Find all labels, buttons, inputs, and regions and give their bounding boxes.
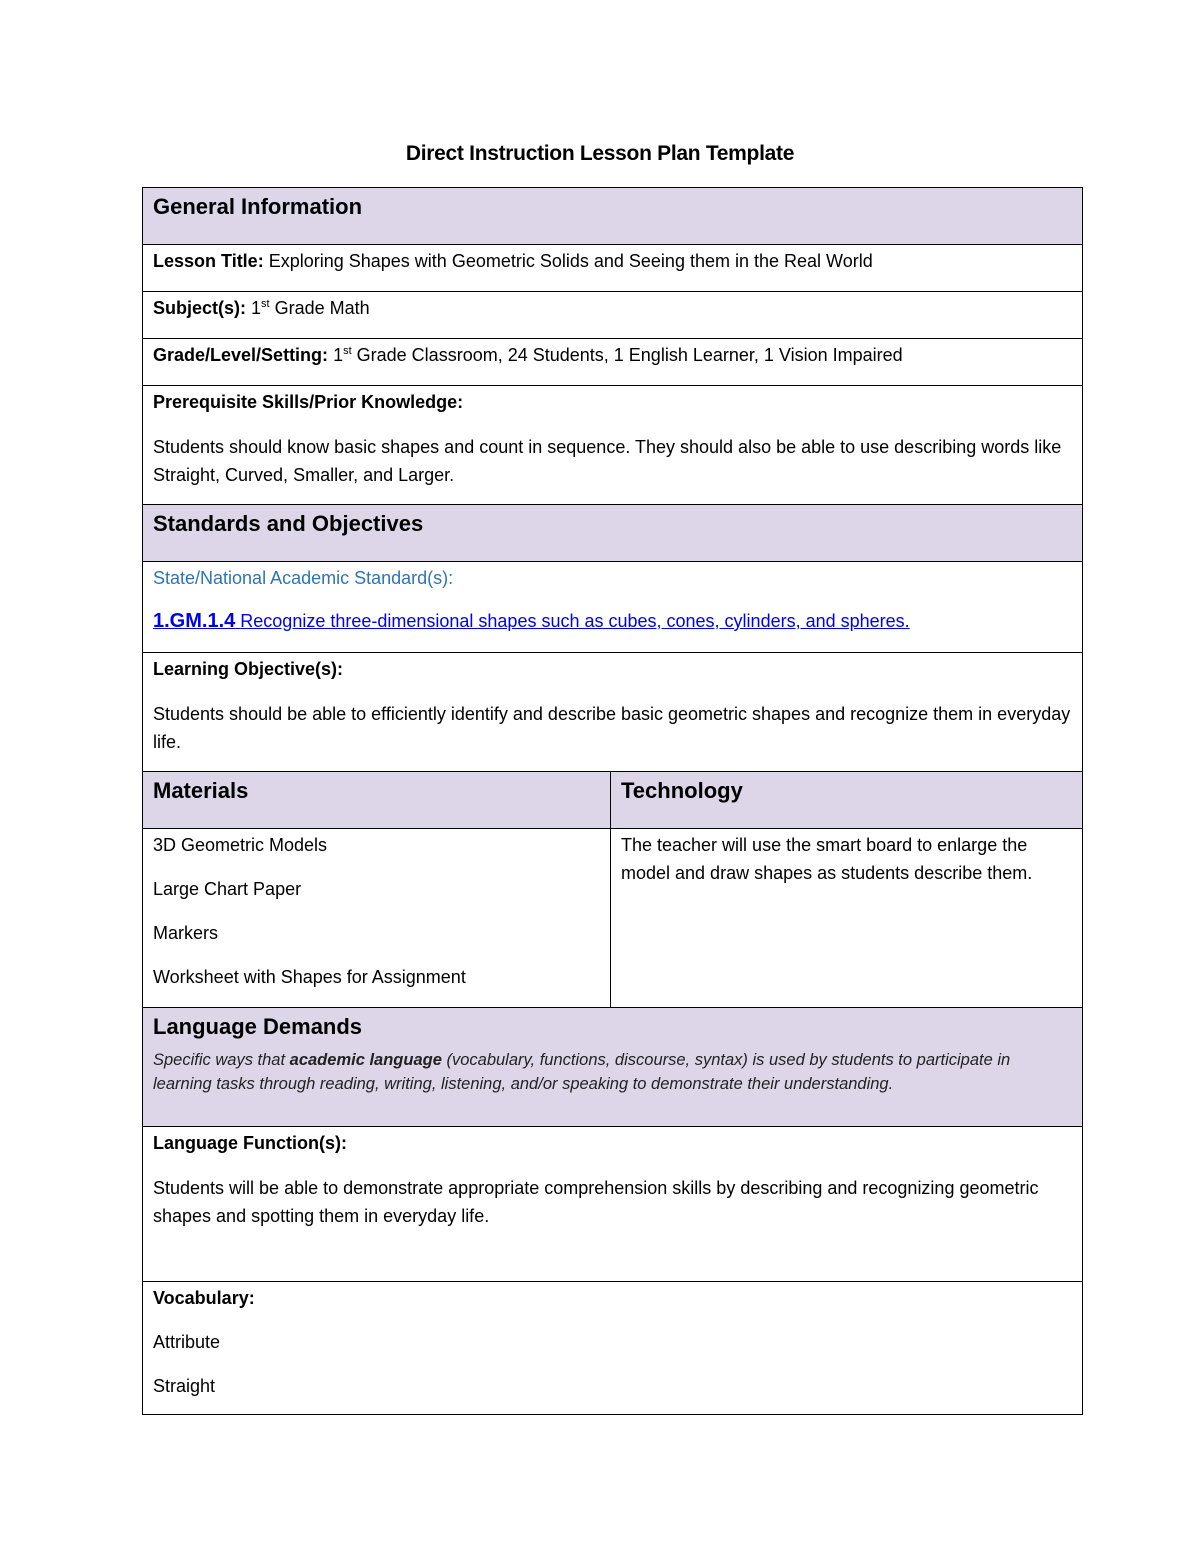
lesson-title-value: Exploring Shapes with Geometric Solids and Seeing them in the Real World [268,251,873,271]
note-emphasis: academic language [289,1051,442,1069]
grade-value [333,345,903,365]
standards-header [143,505,1083,562]
grade-ordinal: st [343,345,352,357]
section-title: General Information [153,194,363,219]
standard-code: 1.GM.1.4 [153,610,236,632]
grade-row [143,339,1083,386]
subject-text: Grade Math [274,298,370,318]
subject-row [143,292,1083,339]
document-title: Direct Instruction Lesson Plan Template [405,142,795,165]
section-title: Materials [153,778,249,803]
note-text: (vocabulary, functions, discourse, syntax) is used by students to participate in learning tasks through reading, writing, listening, and/or speaking to demonstrate their understanding. [153,1051,1011,1093]
grade-label: Grade/Level/Setting: [153,345,329,365]
section-title: Language Demands [153,1014,363,1039]
technology-description: The teacher will use the smart board to enlarge the model and draw shapes as students describe them. [621,835,1033,883]
standard-row [143,562,1083,653]
language-function-text: Students will be able to demonstrate appropriate comprehension skills by describing and recognizing geometric shapes and spotting them in everyday life. [153,1178,1039,1226]
objective-text: Students should be able to efficiently identify and describe basic geometric shapes and recognize them in everyday life. [153,704,1071,752]
note-text: Specific ways that [153,1051,286,1069]
grade-number: 1 [333,345,344,365]
list-item: 3D Geometric Models [153,835,328,855]
standard-label: State/National Academic Standard(s): [153,568,454,588]
list-item: Worksheet with Shapes for Assignment [153,967,466,987]
technology-header [611,772,1083,829]
language-demands-note [153,1048,1072,1096]
prerequisite-row [143,386,1083,505]
objective-label: Learning Objective(s): [153,659,344,679]
technology-text [611,829,1083,1008]
list-item: Straight [153,1376,216,1396]
subject-value [251,298,370,318]
general-information-header [143,188,1083,245]
vocabulary-row [143,1282,1083,1415]
section-title: Technology [621,778,743,803]
prerequisite-label: Prerequisite Skills/Prior Knowledge: [153,392,464,412]
lesson-title-row [143,245,1083,292]
language-function-label: Language Function(s): [153,1133,347,1153]
subject-number: 1 [251,298,262,318]
language-function-row [143,1127,1083,1282]
prerequisite-text: Students should know basic shapes and count in sequence. They should also be able to use describing words like Straight, Curved, Smaller, and Larger. [153,437,1062,485]
list-item: Markers [153,923,219,943]
subject-label: Subject(s): [153,298,247,318]
list-item: Attribute [153,1332,221,1352]
grade-text: Grade Classroom, 24 Students, 1 English Learner, 1 Vision Impaired [356,345,903,365]
subject-ordinal: st [261,298,270,310]
lesson-title-label: Lesson Title: [153,251,264,271]
standard-text: Recognize three-dimensional shapes such as cubes, cones, cylinders, and spheres. [240,611,910,631]
objective-row [143,653,1083,772]
section-title: Standards and Objectives [153,511,424,536]
list-item: Large Chart Paper [153,879,302,899]
language-demands-header [143,1008,1083,1127]
lesson-plan-table [142,187,1083,1415]
materials-header [143,772,611,829]
standard-link[interactable] [153,611,910,631]
materials-list [143,829,611,1008]
vocabulary-label: Vocabulary: [153,1288,255,1308]
